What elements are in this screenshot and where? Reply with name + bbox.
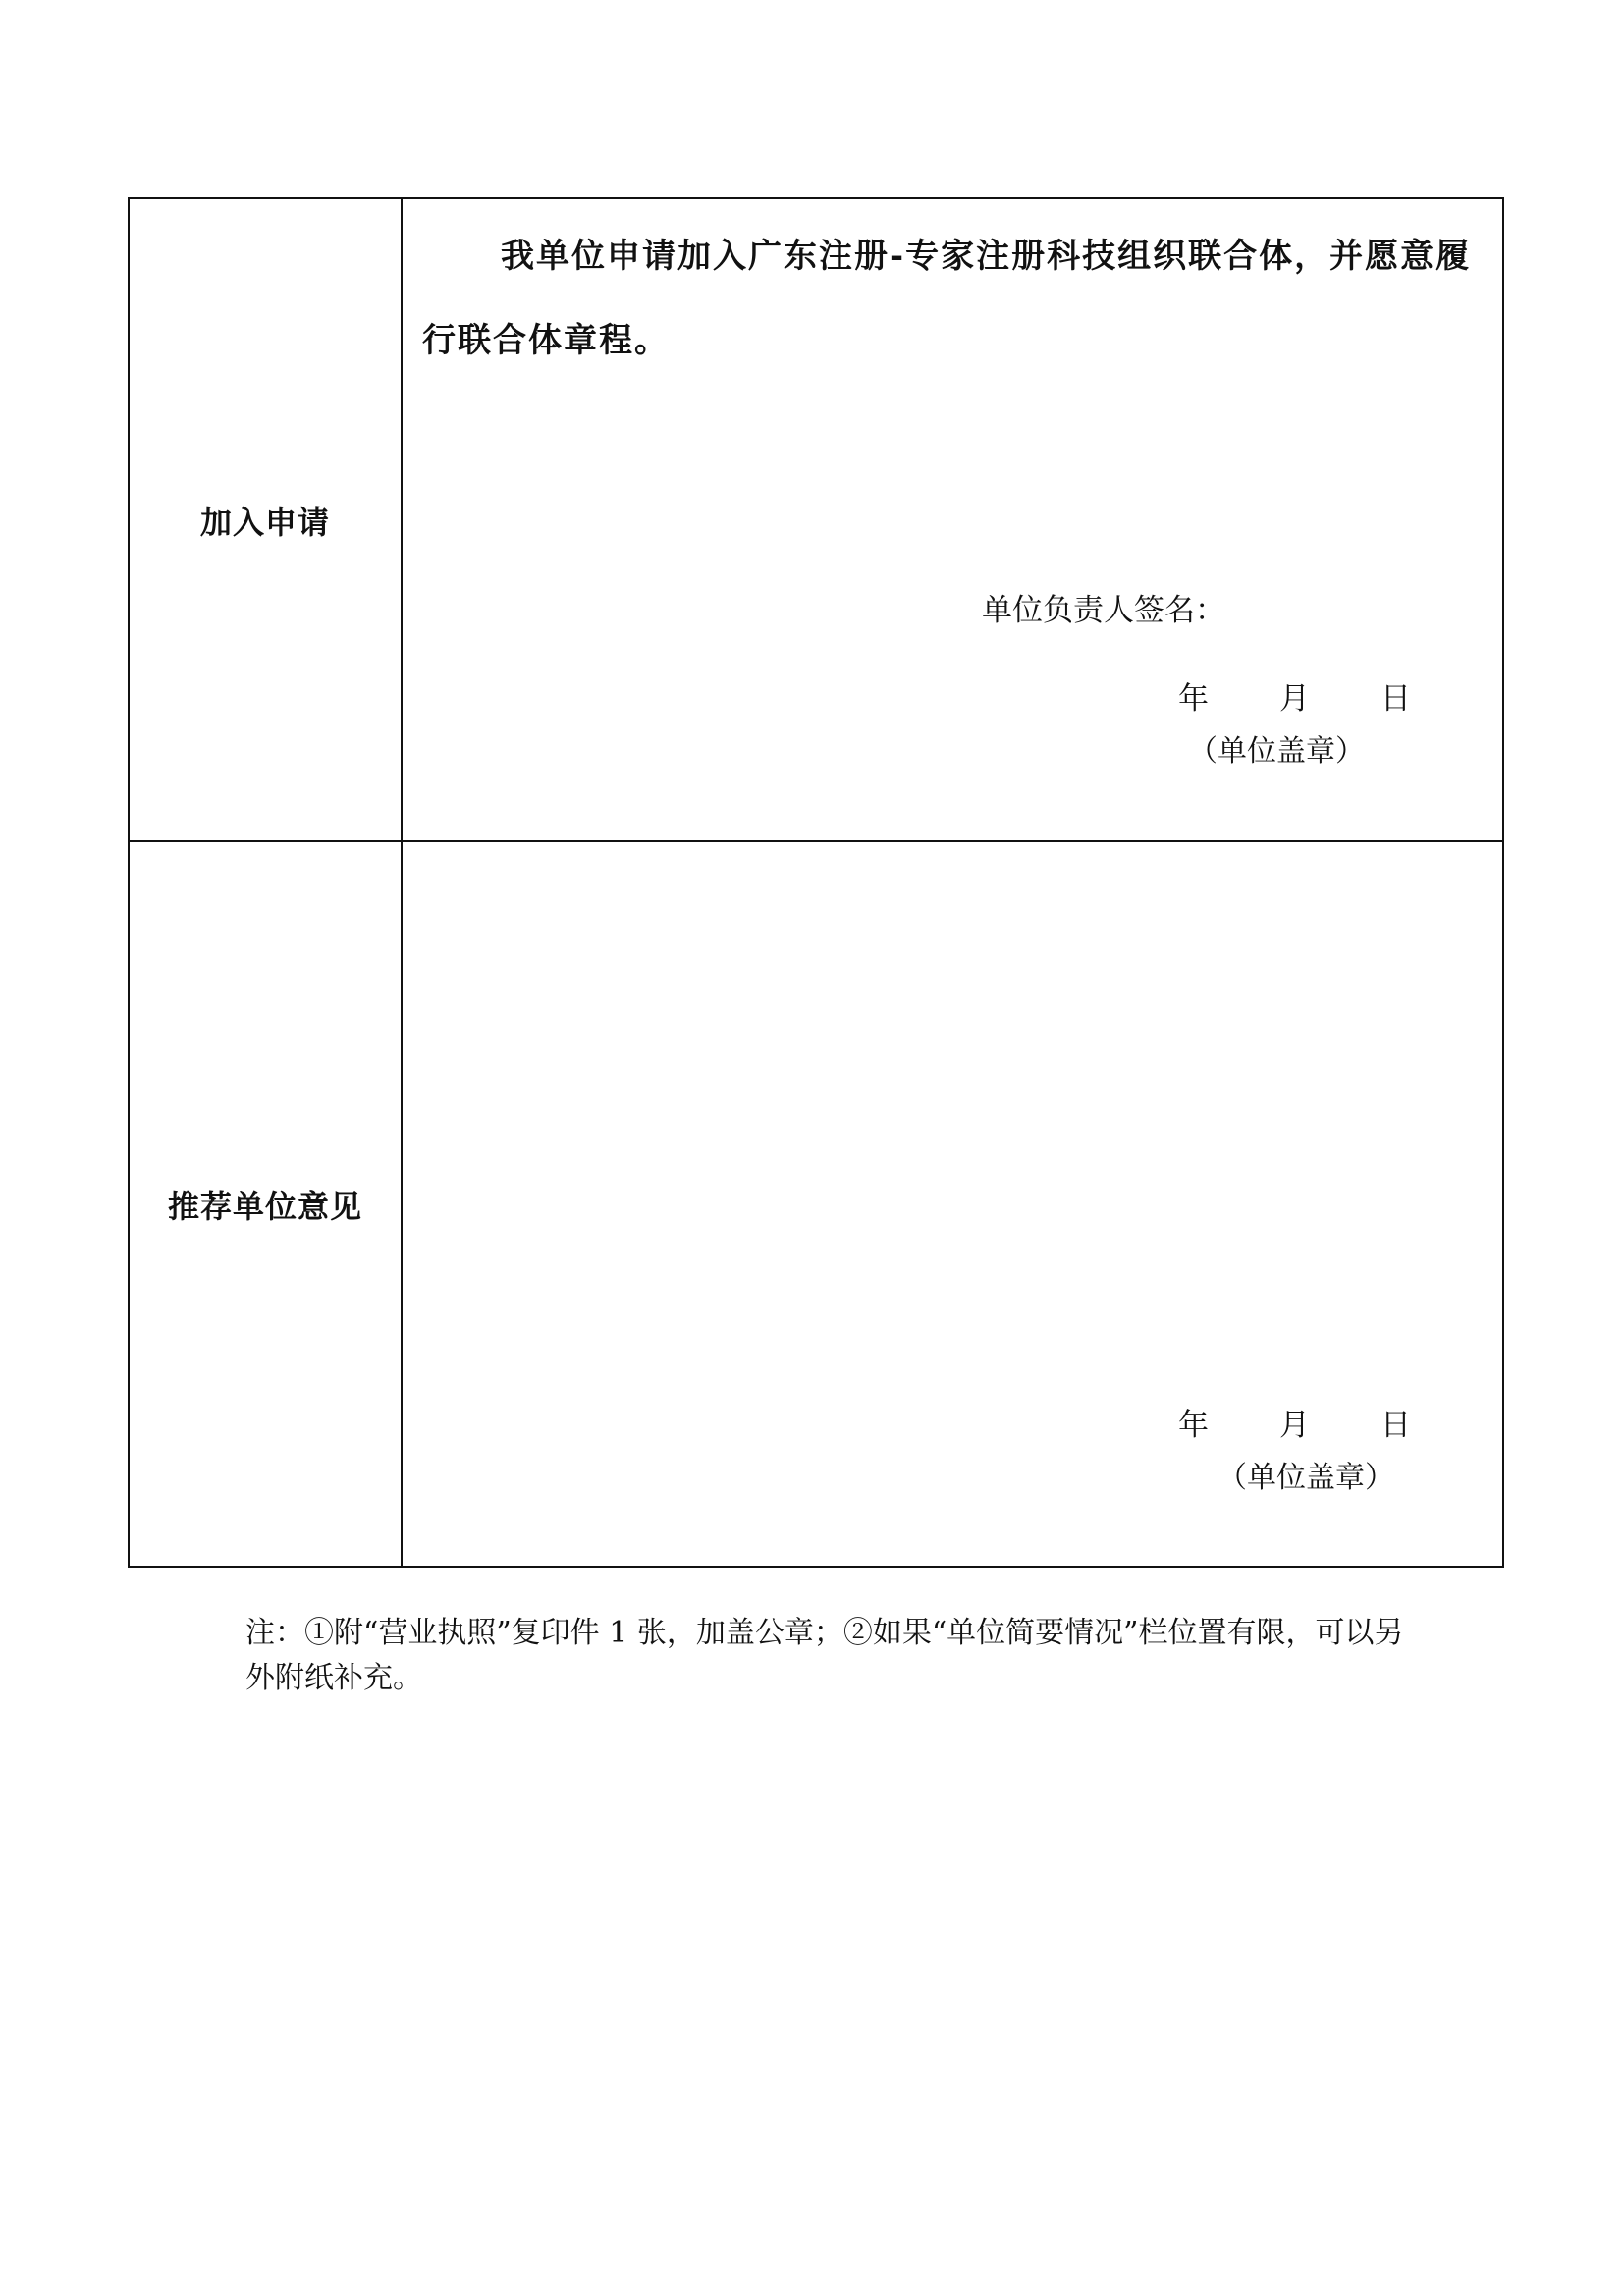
recommend-month: 月 <box>1279 1408 1310 1443</box>
apply-statement: 我单位申请加入广东注册-专家注册科技组织联合体，并愿意履行联合体章程。 <box>422 237 1472 360</box>
signature-label: 单位负责人签名： <box>982 593 1225 628</box>
apply-day: 日 <box>1380 681 1411 717</box>
apply-row <box>129 198 1503 841</box>
apply-month: 月 <box>1279 681 1310 717</box>
footnote: 注：①附“营业执照”复印件 1 张，加盖公章；②如果“单位简要情况”栏位置有限，可以另外附纸补充。 <box>245 1616 1404 1695</box>
apply-content <box>402 198 1503 841</box>
recommend-row <box>129 841 1503 1567</box>
apply-date-line <box>1178 673 1411 718</box>
recommend-year: 年 <box>1178 1408 1209 1443</box>
recommend-label: 推荐单位意见 <box>129 841 402 1567</box>
recommend-seal: （单位盖章） <box>1218 1461 1394 1495</box>
recommend-date-line <box>1178 1400 1411 1444</box>
application-form-table <box>128 197 1504 1568</box>
apply-label: 加入申请 <box>129 198 402 841</box>
recommend-day: 日 <box>1380 1408 1411 1443</box>
apply-year: 年 <box>1178 681 1209 717</box>
recommend-content <box>402 841 1503 1567</box>
apply-seal: （单位盖章） <box>1188 734 1365 769</box>
